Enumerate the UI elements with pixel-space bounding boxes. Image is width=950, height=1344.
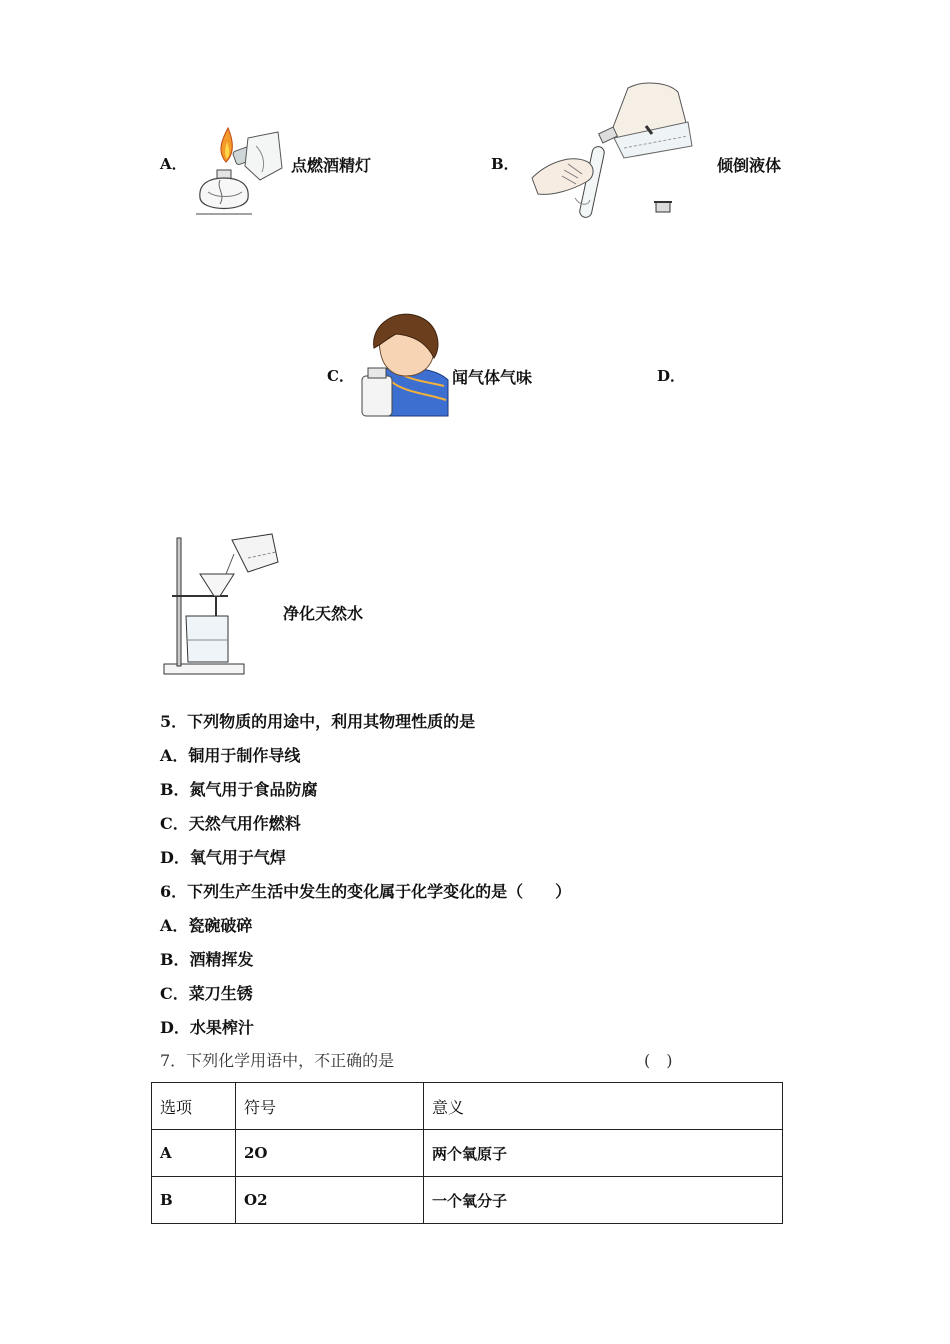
filtration-apparatus-icon [164, 530, 284, 676]
cell-option: B [152, 1177, 236, 1224]
q6-option-d[interactable]: D．水果榨汁 [160, 1018, 254, 1037]
smelling-gas-icon [358, 310, 450, 418]
cell-meaning: 两个氧原子 [424, 1130, 783, 1177]
option-d-caption: 净化天然水 [283, 604, 364, 623]
question-5-stem: 5．下列物质的用途中，利用其物理性质的是 [160, 712, 476, 731]
pouring-liquid-icon [528, 78, 698, 226]
option-b-caption: 倾倒液体 [717, 156, 782, 175]
option-a-label: A． [160, 155, 187, 173]
option-c-label: C． [327, 367, 354, 385]
option-a-caption: 点燃酒精灯 [291, 156, 372, 175]
header-symbol: 符号 [236, 1083, 424, 1130]
question-7-answer-paren: ( ) [644, 1051, 673, 1070]
q6-option-a[interactable]: A．瓷碗破碎 [160, 916, 253, 935]
option-b-label: B． [491, 155, 519, 173]
cell-meaning: 一个氧分子 [424, 1177, 783, 1224]
header-meaning: 意义 [424, 1083, 783, 1130]
cell-symbol: 2O [236, 1130, 424, 1177]
q5-option-a[interactable]: A．铜用于制作导线 [160, 746, 301, 765]
option-c-caption: 闻气体气味 [452, 368, 533, 387]
header-option: 选项 [152, 1083, 236, 1130]
table-header-row [152, 1083, 783, 1130]
q6-option-c[interactable]: C．菜刀生锈 [160, 984, 253, 1003]
option-d-label: D． [657, 367, 686, 385]
alcohol-lamp-lighting-icon [190, 118, 285, 224]
question-7-table [151, 1082, 783, 1224]
question-6-stem: 6．下列生产生活中发生的变化属于化学变化的是（ ） [160, 882, 572, 901]
cell-symbol: O2 [236, 1177, 424, 1224]
cell-option: A [152, 1130, 236, 1177]
table-row [152, 1130, 783, 1177]
q6-option-b[interactable]: B．酒精挥发 [160, 950, 254, 969]
table-row [152, 1177, 783, 1224]
q5-option-b[interactable]: B．氮气用于食品防腐 [160, 780, 318, 799]
q5-option-d[interactable]: D．氧气用于气焊 [160, 848, 286, 867]
question-7-stem: 7．下列化学用语中，不正确的是 [160, 1051, 395, 1070]
q5-option-c[interactable]: C．天然气用作燃料 [160, 814, 301, 833]
